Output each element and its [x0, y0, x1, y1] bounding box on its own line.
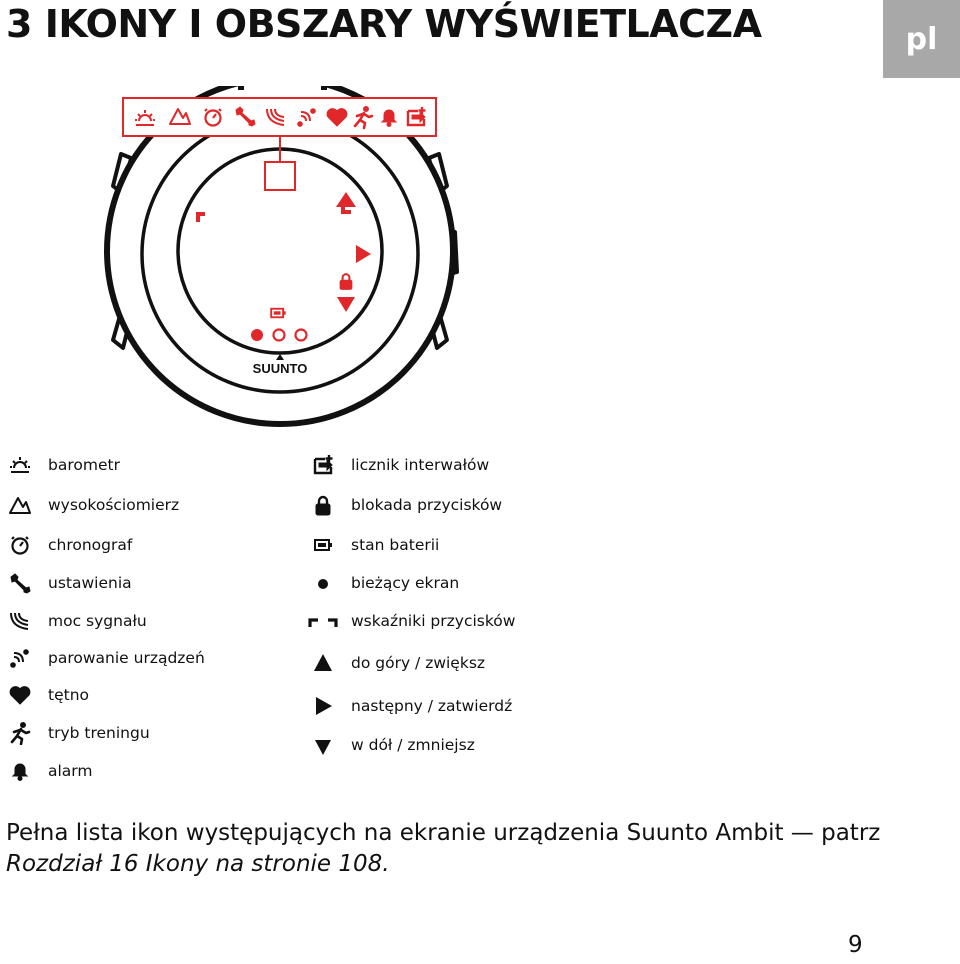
triangle-down-icon — [308, 733, 338, 757]
legend-label: w dół / zmniejsz — [351, 736, 475, 754]
legend-item — [5, 533, 132, 557]
legend-label: moc sygnału — [48, 612, 147, 630]
legend-item — [308, 651, 485, 675]
page-number: 9 — [848, 932, 863, 958]
triangle-up-icon — [308, 651, 338, 675]
legend-label: licznik interwałów — [351, 456, 490, 474]
legend-label: parowanie urządzeń — [48, 649, 205, 667]
watch-display — [178, 149, 382, 353]
runner-icon — [5, 721, 35, 745]
battery-icon — [308, 533, 338, 557]
legend-item — [5, 493, 179, 517]
heart-icon — [5, 683, 35, 707]
watch-diagram — [95, 86, 475, 446]
legend-label: tryb treningu — [48, 724, 150, 742]
legend-item — [308, 533, 439, 557]
legend-item — [5, 453, 120, 477]
legend-item — [5, 646, 205, 670]
legend-label: blokada przycisków — [351, 496, 503, 514]
legend-label: chronograf — [48, 536, 133, 554]
legend-item — [308, 609, 515, 633]
legend-item — [308, 571, 459, 595]
barometer-icon — [5, 453, 35, 477]
button-indicators-icon — [308, 609, 338, 633]
legend-label: następny / zatwierdź — [351, 697, 513, 715]
legend-label: bieżący ekran — [351, 574, 460, 592]
pairing-icon — [5, 646, 35, 670]
legend-item — [308, 453, 489, 477]
lock-icon — [308, 493, 338, 517]
legend-label: alarm — [48, 762, 93, 780]
screen-dot-active — [251, 329, 263, 341]
legend-label: wysokościomierz — [48, 496, 180, 514]
caption-text: Pełna lista ikon występujących na ekranie urządzenia Suunto Ambit — patrz — [6, 820, 881, 846]
legend-item — [5, 683, 89, 707]
stopwatch-icon — [5, 533, 35, 557]
legend-item — [308, 493, 502, 517]
altimeter-icon — [5, 493, 35, 517]
brand-logo: SUUNTO — [252, 361, 308, 376]
legend-item — [308, 733, 475, 757]
legend-item — [5, 759, 93, 783]
legend-label: do góry / zwiększ — [351, 654, 486, 672]
bell-icon — [5, 759, 35, 783]
legend-item — [308, 694, 512, 718]
legend-item — [5, 571, 132, 595]
legend-label: stan baterii — [351, 536, 440, 554]
legend-label: ustawienia — [48, 574, 132, 592]
dot-icon — [308, 571, 338, 595]
wrench-icon — [5, 571, 35, 595]
legend-item — [5, 721, 150, 745]
section-title: IKONY I OBSZARY WYŚWIETLACZA — [44, 2, 762, 46]
language-tab[interactable]: pl — [883, 0, 960, 78]
triangle-right-icon — [308, 694, 338, 718]
legend-label: tętno — [48, 686, 89, 704]
legend-item — [5, 609, 147, 633]
caption — [6, 818, 946, 880]
chapter-reference-link[interactable]: Rozdział 16 Ikony na stronie 108. — [6, 851, 390, 877]
interval-timer-icon — [308, 453, 338, 477]
section-number: 3 — [6, 2, 32, 46]
legend-label: wskaźniki przycisków — [351, 612, 516, 630]
page-title — [6, 2, 762, 46]
signal-strength-icon — [5, 609, 35, 633]
legend-label: barometr — [48, 456, 120, 474]
